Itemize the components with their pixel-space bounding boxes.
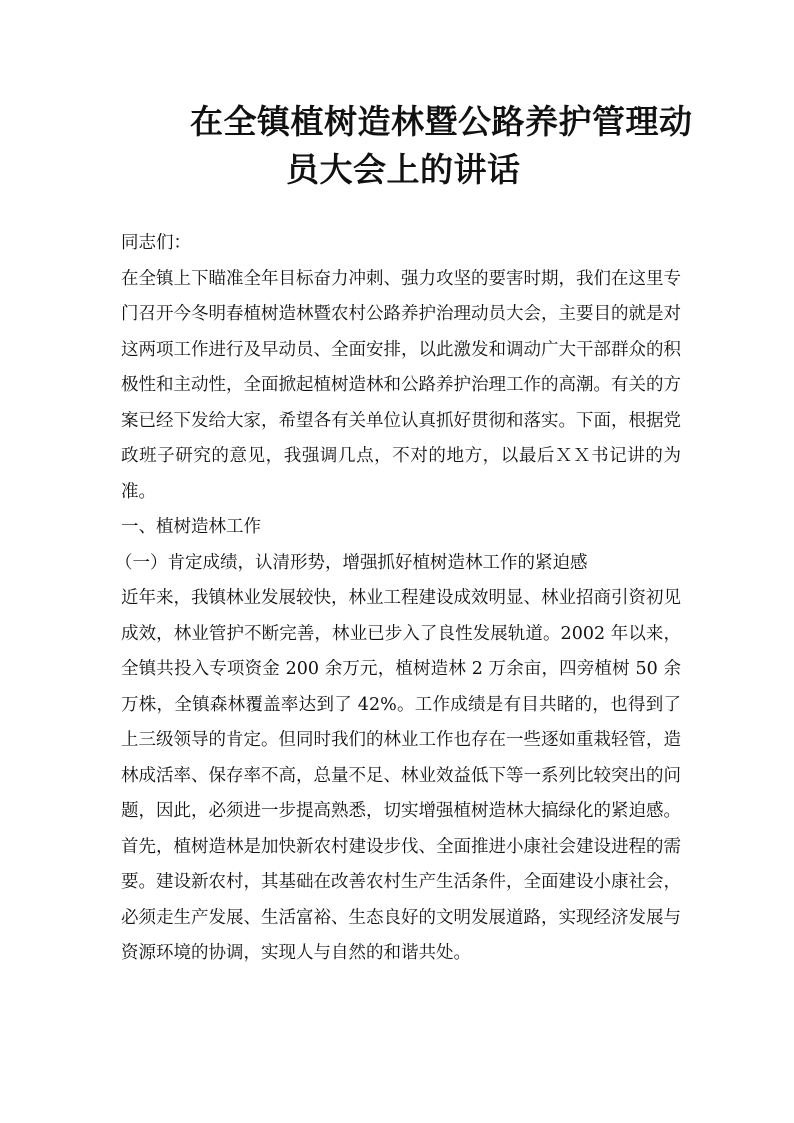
title-line-1: 在全镇植树造林暨公路养护管理动 <box>190 102 693 141</box>
subsection-heading-1: （一）肯定成绩，认清形势，增强抓好植树造林工作的紧迫感 <box>115 552 588 573</box>
intro-paragraph: 在全镇上下瞄准全年目标奋力冲刺、强力攻坚的要害时期，我们在这里专门召开今冬明春植树造林暨农村公路养护治理动员大会，主要目的就是对这两项工作进行及早动员、全面安排，以此激发和调动广大干部群众的积极性和主动性，全面掀起植树造林和公路养护治理工作的高潮。有关的方案已经下发给大家，希望各有关单位认真抓好贯彻和落实。下面，根据党政班子研究的意见，我强调几点，不对的地方，以最后ＸＸ书记讲的为准。 <box>121 268 681 502</box>
paragraph-achievements: 近年来，我镇林业发展较快，林业工程建设成效明显、林业招商引资初见成效，林业管护不断完善，林业已步入了良性发展轨道。2002 年以来，全镇共投入专项资金 200 余万元，植树造林 2 万余亩，四旁植树 50 余万株，全镇森林覆盖率达到了 42%。工作成绩是有目共睹的，也得到了上三级领导的肯定。但同时我们的林业工作也存在一些逐如重栽轻管，造林成活率、保存率不高，总量不足、林业效益低下等一系列比较突出的问题，因此，必须进一步提高熟悉，切实增强植树造林大搞绿化的紧迫感。 <box>121 588 681 821</box>
paragraph-first-point: 首先，植树造林是加快新农村建设步伐、全面推进小康社会建设进程的需要。建设新农村，其基础在改善农村生产生活条件，全面建设小康社会，必须走生产发展、生活富裕、生态良好的文明发展道路，实现经济发展与资源环境的协调，实现人与自然的和谐共处。 <box>121 836 681 963</box>
document-title <box>150 98 710 194</box>
title-line-2: 员大会上的讲话 <box>286 150 521 189</box>
salutation: 同志们： <box>121 233 191 253</box>
section-heading-1: 一、植树造林工作 <box>121 517 261 537</box>
document-body <box>115 226 681 972</box>
